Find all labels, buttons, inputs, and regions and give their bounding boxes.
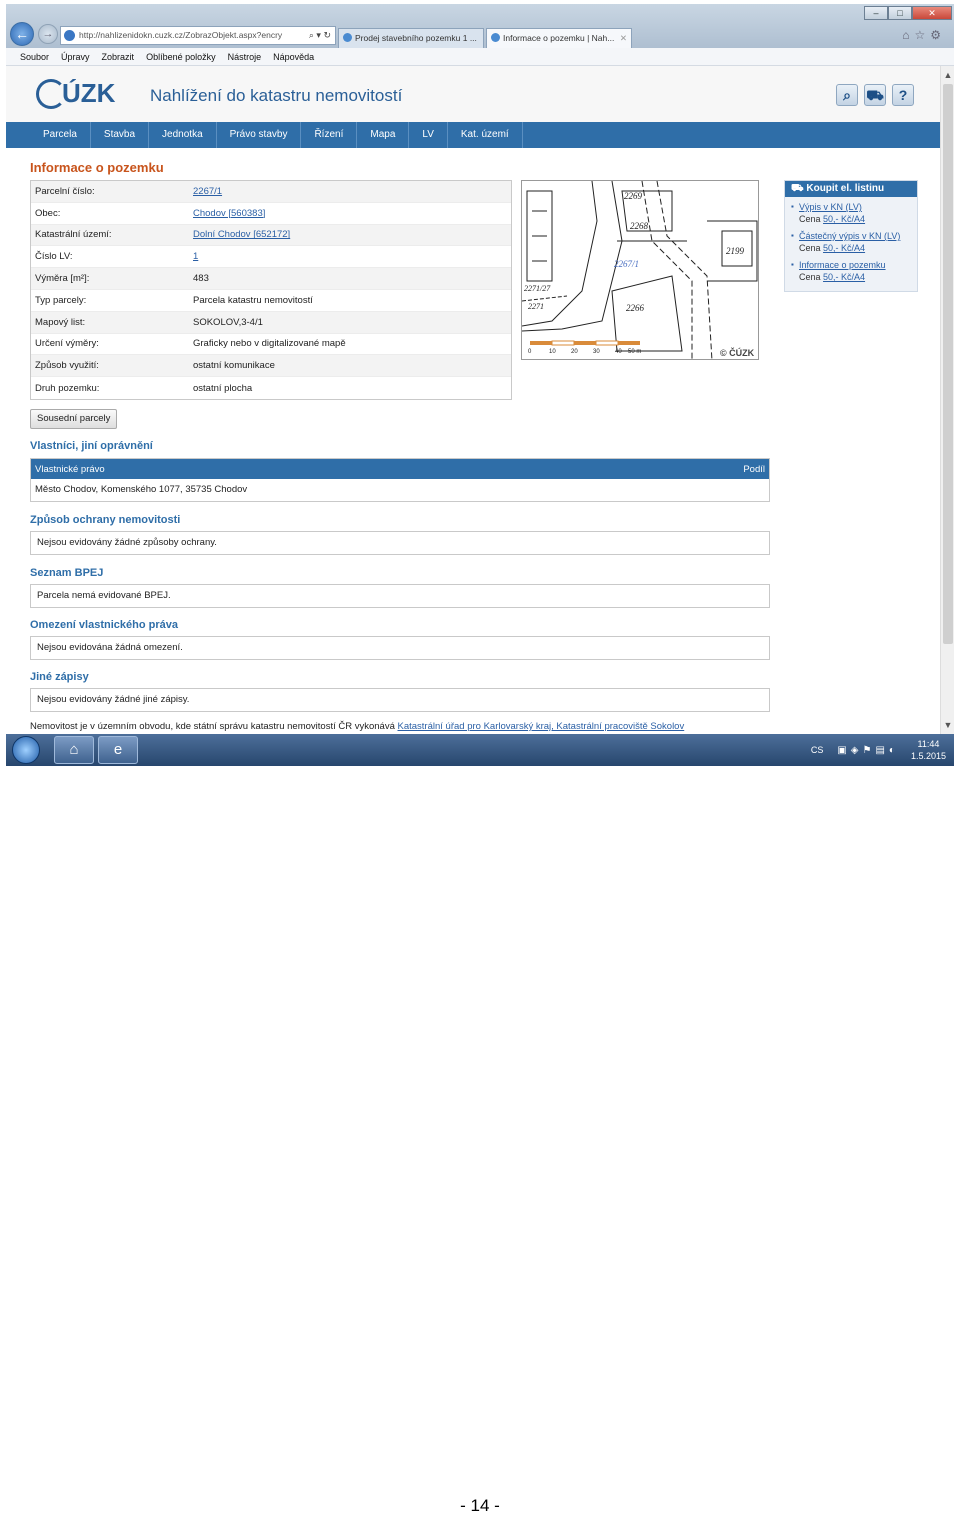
other-records-box: Nejsou evidovány žádné jiné zápisy.: [30, 688, 770, 712]
list-item: [791, 230, 913, 254]
tab-close-icon[interactable]: ✕: [619, 33, 627, 43]
cadastral-map[interactable]: [521, 180, 759, 360]
browser-tab-1[interactable]: [338, 28, 484, 48]
site-title: Nahlížení do katastru nemovitostí: [150, 86, 403, 105]
menu-item-file[interactable]: Soubor: [20, 52, 50, 62]
table-row: [31, 203, 511, 225]
browser-toolbar-icons[interactable]: ⌂☆⚙: [902, 28, 946, 42]
table-row: [31, 355, 511, 377]
site-favicon-icon: [64, 30, 75, 41]
restrictions-heading: Omezení vlastnického práva: [30, 619, 178, 631]
owners-heading: Vlastníci, jiní oprávnění: [30, 440, 153, 452]
address-bar[interactable]: [60, 26, 336, 45]
tab-favicon-icon: [343, 33, 352, 42]
window-controls: [864, 6, 952, 20]
scale-label: 50 m: [628, 349, 642, 355]
cadastral-area-link[interactable]: Dolní Chodov [652172]: [193, 229, 291, 241]
clock-date: 1.5.2015: [910, 751, 946, 761]
document-page-number: - 14 -: [460, 1496, 500, 1515]
scale-label: 20: [571, 349, 578, 355]
system-tray: [811, 738, 946, 762]
row-label: Určení výměry:: [35, 338, 99, 350]
price-prefix: Cena: [799, 272, 824, 282]
buy-document-list: [785, 197, 917, 283]
row-value: Graficky nebo v digitalizované mapě: [193, 338, 346, 350]
browser-tab-2[interactable]: [486, 28, 632, 48]
jurisdiction-note: [30, 721, 684, 732]
table-row: [31, 312, 511, 334]
taskbar: [6, 734, 954, 766]
menu-item-favorites[interactable]: Oblíbené položky: [146, 52, 216, 62]
nav-item-rizeni[interactable]: Řízení: [301, 122, 357, 148]
scroll-up-icon[interactable]: ▲: [943, 70, 953, 80]
row-label: Mapový list:: [35, 316, 86, 328]
menu-bar: [6, 48, 954, 66]
list-item: [791, 201, 913, 225]
nav-item-mapa[interactable]: Mapa: [357, 122, 409, 148]
screenshot: [6, 4, 954, 766]
browser-titlebar: [6, 4, 954, 48]
row-value: Parcela katastru nemovitostí: [193, 294, 313, 306]
cuzk-logo[interactable]: [36, 78, 115, 109]
lv-number-link[interactable]: 1: [193, 251, 199, 263]
menu-item-view[interactable]: Zobrazit: [101, 52, 135, 62]
row-value: ostatní plocha: [193, 382, 253, 394]
table-row: Město Chodov, Komenského 1077, 35735 Chodov: [35, 484, 248, 495]
row-label: Typ parcely:: [35, 294, 87, 306]
menu-item-tools[interactable]: Nástroje: [227, 52, 262, 62]
app-home-icon[interactable]: ⌂: [54, 736, 94, 764]
main-nav: [6, 122, 940, 148]
bpej-heading: Seznam BPEJ: [30, 567, 104, 579]
nav-item-jednotka[interactable]: Jednotka: [149, 122, 217, 148]
buy-document-heading: [785, 181, 917, 197]
page-scrollbar[interactable]: [940, 66, 954, 734]
map-label: 2266: [626, 303, 644, 313]
table-row: [31, 290, 511, 312]
scale-label: 0: [528, 349, 532, 355]
table-row: [31, 225, 511, 247]
map-drawing: [522, 181, 759, 360]
buy-lv-extract-link[interactable]: Výpis v KN (LV): [799, 202, 862, 212]
table-row: [31, 334, 511, 356]
buy-partial-extract-link[interactable]: Částečný výpis v KN (LV): [799, 231, 901, 241]
buy-parcel-info-link[interactable]: Informace o pozemku: [799, 260, 886, 270]
cadastral-office-link[interactable]: Katastrální úřad pro Karlovarský kraj, Katastrální pracoviště Sokolov: [397, 721, 685, 732]
row-value: ostatní komunikace: [193, 360, 275, 372]
cart-icon[interactable]: ⛟: [864, 84, 886, 106]
price-prefix: Cena: [799, 214, 824, 224]
menu-item-help[interactable]: Nápověda: [273, 52, 315, 62]
table-row: [31, 268, 511, 290]
scroll-thumb[interactable]: [943, 84, 953, 644]
bpej-box: Parcela nemá evidované BPEJ.: [30, 584, 770, 608]
close-icon[interactable]: ✕: [912, 6, 952, 20]
clock-time: 11:44: [917, 739, 940, 749]
price-prefix: Cena: [799, 243, 824, 253]
tab-favicon-icon: [491, 33, 500, 42]
cart-small-icon: ⛟: [791, 183, 807, 194]
menu-item-edit[interactable]: Úpravy: [61, 52, 90, 62]
owners-table: [30, 458, 770, 502]
price-link[interactable]: 50,- Kč/A4: [823, 272, 866, 282]
row-label: Číslo LV:: [35, 251, 73, 263]
restrictions-box: Nejsou evidována žádná omezení.: [30, 636, 770, 660]
owners-table-header: [31, 459, 769, 479]
map-label: 2271: [528, 302, 544, 311]
protection-heading: Způsob ochrany nemovitosti: [30, 514, 181, 526]
address-tools-icon[interactable]: ⌕ ▾ ↻: [308, 30, 331, 40]
scale-label: 30: [593, 349, 600, 355]
internet-explorer-icon[interactable]: e: [98, 736, 138, 764]
maximize-icon[interactable]: □: [888, 6, 912, 20]
clock[interactable]: [911, 738, 946, 762]
start-button-icon[interactable]: [12, 736, 40, 764]
protection-box: Nejsou evidovány žádné způsoby ochrany.: [30, 531, 770, 555]
help-icon[interactable]: ?: [892, 84, 914, 106]
row-value: 483: [193, 273, 209, 285]
parcel-info-table: [30, 180, 512, 400]
address-text: http://nahlizenidokn.cuzk.cz/ZobrazObjekt.aspx?encry: [79, 30, 283, 40]
row-label: Výměra [m²]:: [35, 273, 90, 285]
neighbor-parcels-button[interactable]: Sousední parcely: [30, 409, 117, 429]
logo-text: ÚZK: [62, 78, 116, 108]
site-header: [6, 66, 940, 122]
row-label: Způsob využití:: [35, 360, 99, 372]
forward-icon[interactable]: →: [38, 24, 58, 44]
map-label: 2199: [726, 246, 744, 256]
map-label: 2268: [630, 221, 648, 231]
nav-item-parcela[interactable]: Parcela: [30, 122, 91, 148]
row-label: Druh pozemku:: [35, 382, 100, 394]
page-heading: Informace o pozemku: [30, 160, 164, 175]
tab-label: Prodej stavebního pozemku 1 ...: [355, 33, 477, 43]
search-icon[interactable]: ⌕: [836, 84, 858, 106]
other-records-heading: Jiné zápisy: [30, 671, 89, 683]
map-label-selected: 2267/1: [614, 259, 640, 269]
scroll-down-icon[interactable]: ▼: [943, 720, 953, 730]
buy-heading-text: Koupit el. listinu: [806, 183, 885, 194]
minimize-icon[interactable]: –: [864, 6, 888, 20]
row-label: Katastrální území:: [35, 229, 112, 241]
scale-label: 10: [549, 349, 556, 355]
price-link[interactable]: 50,- Kč/A4: [823, 243, 866, 253]
table-row: [31, 181, 511, 203]
municipality-link[interactable]: Chodov [560383]: [193, 207, 266, 219]
tab-label: Informace o pozemku | Nah...: [503, 33, 615, 43]
nav-item-lv[interactable]: LV: [409, 122, 448, 148]
tray-icons[interactable]: ▣◈⚑▤◐: [837, 744, 899, 756]
map-watermark: © ČÚZK: [720, 348, 755, 358]
map-label: 2269: [624, 191, 642, 201]
col-share: Podíl: [743, 463, 765, 475]
table-row: [31, 246, 511, 268]
language-indicator[interactable]: CS: [810, 745, 824, 755]
row-label: Obec:: [35, 207, 61, 219]
nav-item-pravo-stavby[interactable]: Právo stavby: [217, 122, 302, 148]
row-value: SOKOLOV,3-4/1: [193, 316, 263, 328]
list-item: [791, 259, 913, 283]
nav-item-kat-uzemi[interactable]: Kat. území: [448, 122, 523, 148]
jurisdiction-text: Nemovitost je v územním obvodu, kde státní správu katastru nemovitostí ČR vykonává: [30, 721, 398, 732]
scale-label: 40: [615, 349, 622, 355]
price-link[interactable]: 50,- Kč/A4: [823, 214, 866, 224]
col-ownership-right: Vlastnické právo: [35, 463, 105, 475]
table-row: [31, 377, 511, 399]
map-label: 2271/27: [524, 284, 551, 293]
buy-document-box: [784, 180, 918, 292]
map-scale-bar: [530, 341, 640, 345]
nav-item-stavba[interactable]: Stavba: [91, 122, 149, 148]
row-label: Parcelní číslo:: [35, 185, 95, 197]
back-icon[interactable]: ←: [10, 22, 34, 46]
parcel-number-link[interactable]: 2267/1: [193, 185, 223, 197]
web-page: [6, 66, 940, 734]
